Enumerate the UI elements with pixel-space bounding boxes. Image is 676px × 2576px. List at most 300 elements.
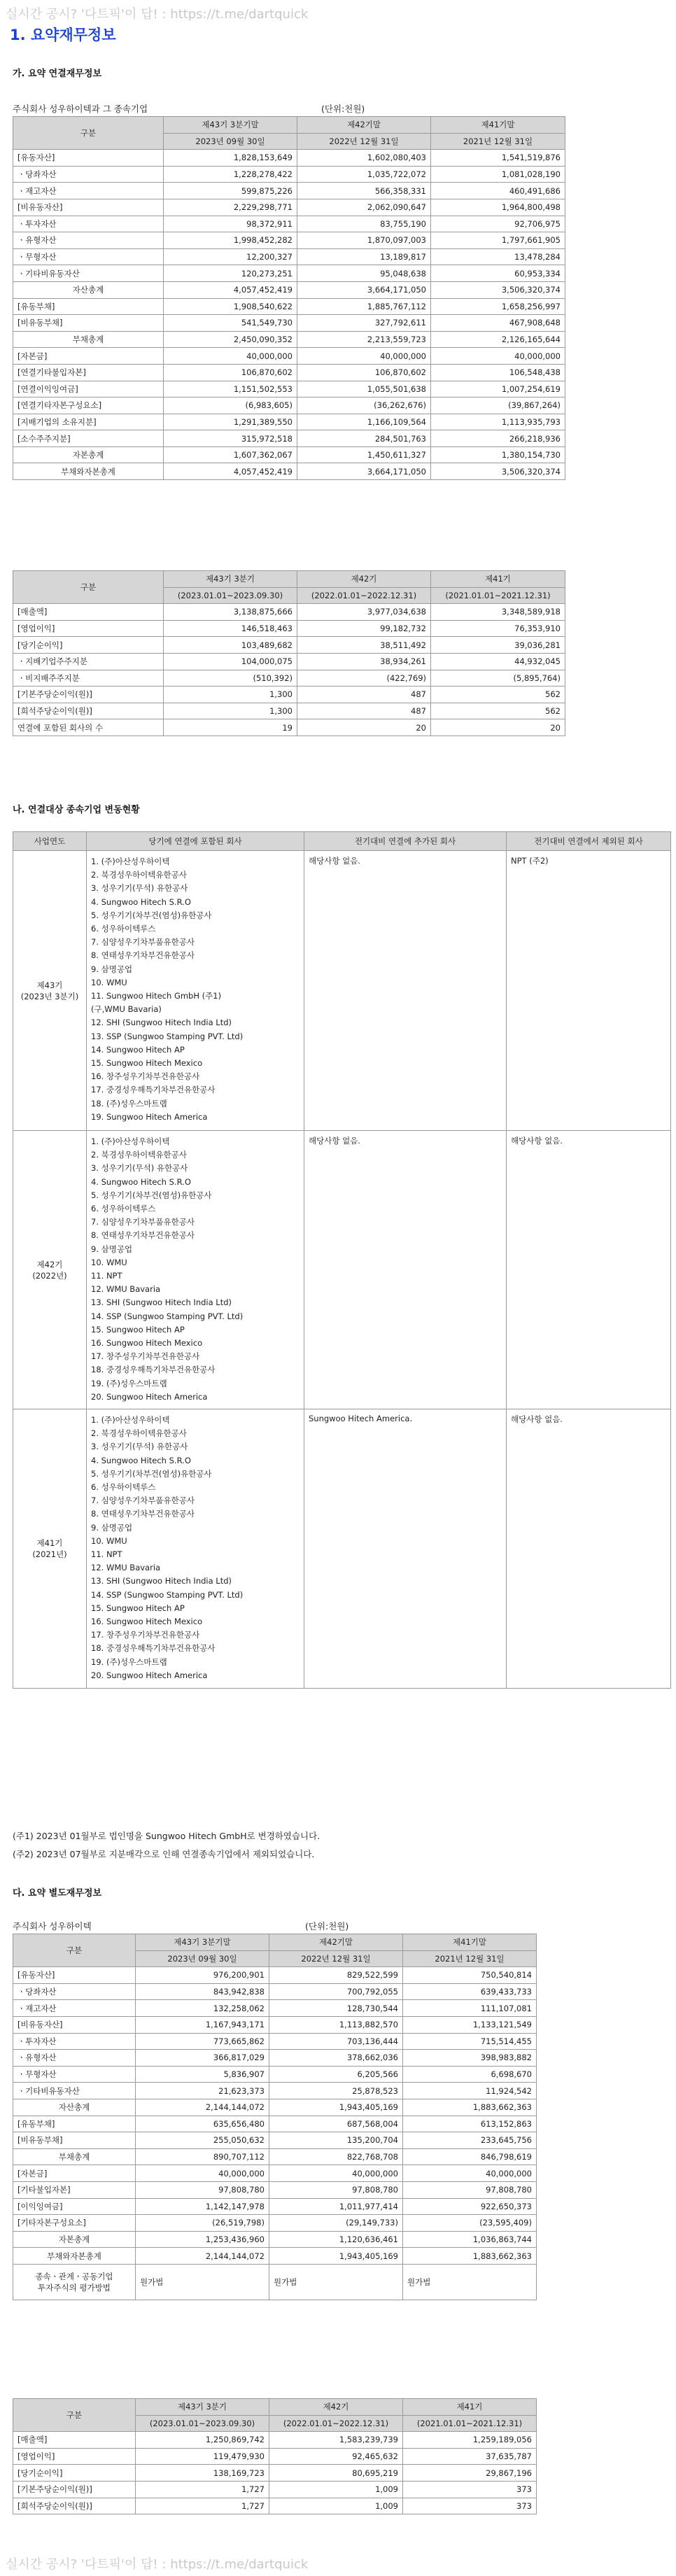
table-row	[13, 298, 565, 315]
row-label: 부채와자본총계	[13, 463, 164, 480]
row-label: ㆍ당좌자산	[13, 166, 164, 183]
row-value: 39,036,281	[431, 637, 565, 654]
list-item: 13. SHI (Sungwoo Hitech India Ltd)	[91, 1576, 232, 1586]
table-row	[13, 687, 565, 703]
header-period: 제42기	[297, 571, 431, 588]
row-label: [기타불입자본]	[13, 2181, 136, 2198]
row-value: 103,489,682	[164, 637, 297, 654]
table-row	[13, 2000, 537, 2017]
row-value: 1,883,662,363	[403, 2099, 537, 2116]
row-value: 1,253,436,960	[136, 2231, 269, 2248]
table-row	[13, 2481, 537, 2498]
row-value: 1,300	[164, 687, 297, 703]
row-value: 119,479,930	[136, 2448, 269, 2465]
row-value: 1,607,362,067	[164, 446, 297, 463]
row-label: 부채와자본총계	[13, 2248, 136, 2265]
header-cell: 사업연도	[13, 832, 87, 851]
row-value: (26,519,798)	[136, 2215, 269, 2232]
list-item: 4. Sungwoo Hitech S.R.O	[91, 1176, 191, 1187]
table-row	[13, 2050, 537, 2067]
header-date: 2021년 12월 31일	[431, 133, 565, 150]
row-value: 1,828,153,649	[164, 150, 297, 167]
list-item: 8. 연태성우기차부건유한공사	[91, 1230, 195, 1241]
header-row	[13, 832, 671, 851]
list-item: 7. 심양성우기차부품유한공사	[91, 1217, 195, 1227]
row-label: [희석주당순이익(원)]	[13, 2498, 136, 2514]
table-row	[13, 1967, 537, 1984]
table-row	[13, 604, 565, 621]
row-value: 92,465,632	[269, 2448, 403, 2465]
row-label: ㆍ지배기업주주지분	[13, 653, 164, 670]
header-period: 제41기	[431, 571, 565, 588]
row-value: 3,664,171,050	[297, 281, 431, 298]
row-value: 487	[297, 687, 431, 703]
list-item: 1. (주)아산성우하이텍	[91, 1415, 170, 1425]
list-item: 9. 삼명공업	[91, 964, 133, 974]
row-label: [유동자산]	[13, 150, 164, 167]
row-value: 106,870,602	[164, 364, 297, 381]
table-row	[13, 670, 565, 687]
table-row	[13, 2033, 537, 2050]
row-value: 750,540,814	[403, 1967, 537, 1984]
row-value: 135,200,704	[269, 2132, 403, 2149]
row-value: 76,353,910	[431, 620, 565, 637]
row-value: 976,200,901	[136, 1967, 269, 1984]
included-companies-cell	[87, 851, 304, 1131]
table-row	[13, 2132, 537, 2149]
row-label: [이익잉여금]	[13, 2198, 136, 2215]
row-label: 자산총계	[13, 2099, 136, 2116]
row-value: 3,506,320,374	[431, 463, 565, 480]
header-date: (2023.01.01~2023.09.30)	[164, 587, 297, 604]
row-value: 5,836,907	[136, 2066, 269, 2083]
list-item: 3. 성우기기(무석) 유한공사	[91, 883, 188, 894]
row-value: 11,924,542	[403, 2083, 537, 2099]
row-value: 1,291,389,550	[164, 414, 297, 430]
row-value: 2,213,559,723	[297, 331, 431, 348]
row-value: 829,522,599	[269, 1967, 403, 1984]
row-value: (39,867,264)	[431, 397, 565, 414]
added-companies-cell: Sungwoo Hitech America.	[304, 1409, 507, 1689]
row-value: 373	[403, 2498, 537, 2514]
row-value: 1,943,405,169	[269, 2248, 403, 2265]
header-period: 제43기 3분기	[136, 2399, 269, 2416]
row-value: 1,055,501,638	[297, 381, 431, 397]
table-row	[13, 653, 565, 670]
row-value: 138,169,723	[136, 2465, 269, 2482]
row-value: 37,635,787	[403, 2448, 537, 2465]
row-value: 106,870,602	[297, 364, 431, 381]
row-value: (5,895,764)	[431, 670, 565, 687]
row-value: (422,769)	[297, 670, 431, 687]
row-value: 1,007,254,619	[431, 381, 565, 397]
removed-companies-cell: 해당사항 없음.	[507, 1409, 671, 1689]
list-item: 15. Sungwoo Hitech Mexico	[91, 1058, 203, 1069]
row-label: ㆍ투자자산	[13, 216, 164, 232]
row-label: [비유동부채]	[13, 2132, 136, 2149]
row-value: 1,009	[269, 2481, 403, 2498]
row-value: 1,727	[136, 2481, 269, 2498]
valuation-method-value: 원가법	[403, 2264, 537, 2300]
row-value: 2,450,090,352	[164, 331, 297, 348]
row-label: [기본주당순이익(원)]	[13, 2481, 136, 2498]
row-value: 715,514,455	[403, 2033, 537, 2050]
table-row	[13, 430, 565, 447]
header-row	[13, 2399, 537, 2416]
row-value: 822,768,708	[269, 2148, 403, 2165]
fiscal-period: (2021년)	[32, 1549, 67, 1559]
row-value: 29,867,196	[403, 2465, 537, 2482]
row-value: 1,583,239,739	[269, 2432, 403, 2449]
row-value: 599,875,226	[164, 183, 297, 199]
separate-income-table	[13, 2398, 537, 2514]
table-row	[13, 216, 565, 232]
row-label: [유동부채]	[13, 2116, 136, 2132]
row-value: 6,698,670	[403, 2066, 537, 2083]
fiscal-year: 제43기	[36, 980, 63, 990]
row-value: 44,932,045	[431, 653, 565, 670]
list-item: 8. 연태성우기차부건유한공사	[91, 950, 195, 961]
table-row	[13, 2498, 537, 2514]
list-item: 10. WMU	[91, 1257, 127, 1267]
list-item: 6. 성우하이텍루스	[91, 1482, 156, 1493]
table-row	[13, 620, 565, 637]
header-row	[13, 571, 565, 588]
header-date: 2023년 09월 30일	[164, 133, 297, 150]
table-row	[13, 348, 565, 365]
list-item: 5. 성우기기(차부건(염성)유한공사	[91, 1468, 212, 1479]
list-item: 7. 심양성우기차부품유한공사	[91, 937, 195, 948]
row-value: 40,000,000	[431, 348, 565, 365]
row-value: 1,228,278,422	[164, 166, 297, 183]
list-item: 20. Sungwoo Hitech America	[91, 1670, 208, 1680]
list-item: 10. WMU	[91, 1535, 127, 1546]
row-label: 연결에 포함된 회사의 수	[13, 719, 164, 736]
section-a-unit: (단위:천원)	[321, 104, 365, 114]
row-value: 1,011,977,414	[269, 2198, 403, 2215]
row-value: 541,549,730	[164, 315, 297, 332]
row-value: 639,433,733	[403, 1983, 537, 2000]
row-value: 922,650,373	[403, 2198, 537, 2215]
header-label: 구분	[13, 117, 164, 150]
row-label: [당기순이익]	[13, 637, 164, 654]
row-label: [소수주주지분]	[13, 430, 164, 447]
row-label: 자본총계	[13, 2231, 136, 2248]
row-value: 128,730,544	[269, 2000, 403, 2017]
table-row	[13, 446, 565, 463]
list-item: 14. Sungwoo Hitech AP	[91, 1044, 185, 1055]
row-value: 1,081,028,190	[431, 166, 565, 183]
row-value: 635,656,480	[136, 2116, 269, 2132]
row-value: 1,883,662,363	[403, 2248, 537, 2265]
row-value: 2,062,090,647	[297, 199, 431, 216]
row-value: 460,491,686	[431, 183, 565, 199]
row-value: 1,964,800,498	[431, 199, 565, 216]
row-value: 2,229,298,771	[164, 199, 297, 216]
row-label: [연결이익잉여금]	[13, 381, 164, 397]
row-label: [당기순이익]	[13, 2465, 136, 2482]
row-value: (36,262,676)	[297, 397, 431, 414]
row-label: 부채총계	[13, 331, 164, 348]
list-item: 12. WMU Bavaria	[91, 1284, 161, 1295]
list-item: 1. (주)아산성우하이텍	[91, 857, 170, 866]
row-label: [매출액]	[13, 604, 164, 621]
row-value: 1,908,540,622	[164, 298, 297, 315]
list-item: 6. 성우하이텍루스	[91, 1204, 156, 1214]
header-row	[13, 117, 565, 134]
valuation-method-value: 원가법	[269, 2264, 403, 2300]
added-companies-cell: 해당사항 없음.	[304, 1131, 507, 1409]
header-period: 제43기 3분기	[164, 571, 297, 588]
row-label: ㆍ무형자산	[13, 248, 164, 265]
row-value: 83,755,190	[297, 216, 431, 232]
list-item: 3. 성우기기(무석) 유한공사	[91, 1442, 188, 1452]
header-cell: 전기대비 연결에서 제외된 회사	[507, 832, 671, 851]
header-period: 제43기 3분기말	[136, 1934, 269, 1951]
list-item: 7. 심양성우기차부품유한공사	[91, 1495, 195, 1506]
table-row	[13, 2465, 537, 2482]
section-a-company: 주식회사 성우하이텍과 그 종속기업	[13, 104, 148, 114]
list-item: (구,WMU Bavaria)	[91, 1004, 162, 1015]
row-value: 566,358,331	[297, 183, 431, 199]
row-value: 40,000,000	[164, 348, 297, 365]
table-row	[13, 150, 565, 167]
table-row	[13, 281, 565, 298]
row-value: 1,727	[136, 2498, 269, 2514]
row-value: 327,792,611	[297, 315, 431, 332]
table-row	[13, 719, 565, 736]
row-value: 315,972,518	[164, 430, 297, 447]
table-row	[13, 2198, 537, 2215]
row-label: [기타자본구성요소]	[13, 2215, 136, 2232]
row-value: 1,113,882,570	[269, 2016, 403, 2033]
table-row	[13, 414, 565, 430]
list-item: 5. 성우기기(차부건(염성)유한공사	[91, 910, 212, 920]
row-label: [연결기타자본구성요소]	[13, 397, 164, 414]
header-period: 제41기말	[403, 1934, 537, 1951]
row-label: 부채총계	[13, 2148, 136, 2165]
row-value: 1,166,109,564	[297, 414, 431, 430]
row-value: 843,942,838	[136, 1983, 269, 2000]
valuation-method-label-line2: 투자주식의 평가방법	[38, 2282, 111, 2293]
fiscal-year-cell	[13, 851, 87, 1131]
table-row	[13, 2181, 537, 2198]
row-value: 284,501,763	[297, 430, 431, 447]
table-row	[13, 232, 565, 249]
row-value: 132,258,062	[136, 2000, 269, 2017]
watermark-bottom: 실시간 공시? '다트픽'이 답! : https://t.me/dartquick	[6, 2557, 309, 2572]
row-value: 60,953,334	[431, 265, 565, 282]
row-value: 1,036,863,744	[403, 2231, 537, 2248]
header-period: 제41기말	[431, 117, 565, 134]
row-value: (29,149,733)	[269, 2215, 403, 2232]
list-item: 16. Sungwoo Hitech Mexico	[91, 1338, 203, 1349]
added-companies-cell: 해당사항 없음.	[304, 851, 507, 1131]
table-row	[13, 199, 565, 216]
page-title: 1. 요약재무정보	[10, 27, 116, 43]
list-item: 4. Sungwoo Hitech S.R.O	[91, 896, 191, 907]
included-companies-cell	[87, 1409, 304, 1689]
subsidiary-changes-table	[13, 831, 671, 1689]
row-value: 846,798,619	[403, 2148, 537, 2165]
row-value: 95,048,638	[297, 265, 431, 282]
header-period: 제42기말	[297, 117, 431, 134]
removed-companies-cell: NPT (주2)	[507, 851, 671, 1131]
header-period: 제43기 3분기말	[164, 117, 297, 134]
list-item: 1. (주)아산성우하이텍	[91, 1136, 170, 1146]
row-label: [매출액]	[13, 2432, 136, 2449]
row-value: 21,623,373	[136, 2083, 269, 2099]
header-label: 구분	[13, 1934, 136, 1967]
row-value: (6,983,605)	[164, 397, 297, 414]
row-value: 255,050,632	[136, 2132, 269, 2149]
row-label: [지배기업의 소유지분]	[13, 414, 164, 430]
list-item: 16. 창주성우기차부건유한공사	[91, 1071, 200, 1082]
table-row	[13, 1983, 537, 2000]
row-value: 104,000,075	[164, 653, 297, 670]
valuation-method-label-line1: 종속ㆍ관계ㆍ공동기업	[35, 2271, 113, 2281]
row-value: 92,706,975	[431, 216, 565, 232]
list-item: 15. Sungwoo Hitech AP	[91, 1603, 185, 1613]
list-item: 8. 연태성우기차부건유한공사	[91, 1509, 195, 1519]
row-label: [유동자산]	[13, 1967, 136, 1984]
table-row	[13, 315, 565, 332]
list-item: 18. 중경성우해특기차부건유한공사	[91, 1643, 216, 1654]
header-date: (2022.01.01~2022.12.31)	[269, 2415, 403, 2432]
row-value: 2,144,144,072	[136, 2248, 269, 2265]
list-item: 17. 창주성우기차부건유한공사	[91, 1351, 200, 1362]
row-label: 자산총계	[13, 281, 164, 298]
row-label: [비유동부채]	[13, 315, 164, 332]
row-label: [자본금]	[13, 2165, 136, 2182]
section-b-heading: 나. 연결대상 종속기업 변동현황	[13, 805, 140, 815]
list-item: 20. Sungwoo Hitech America	[91, 1391, 208, 1402]
header-date: (2022.01.01~2022.12.31)	[297, 587, 431, 604]
row-value: 97,808,780	[136, 2181, 269, 2198]
row-value: 1,797,661,905	[431, 232, 565, 249]
row-label: ㆍ유형자산	[13, 232, 164, 249]
row-value: 562	[431, 703, 565, 719]
table-row	[13, 2215, 537, 2232]
row-value: 613,152,863	[403, 2116, 537, 2132]
row-label: ㆍ당좌자산	[13, 1983, 136, 2000]
list-item: 14. SSP (Sungwoo Stamping PVT. Ltd)	[91, 1311, 244, 1321]
table-row	[13, 463, 565, 480]
row-label: 자본총계	[13, 446, 164, 463]
header-period: 제42기	[269, 2399, 403, 2416]
list-item: 14. SSP (Sungwoo Stamping PVT. Ltd)	[91, 1589, 244, 1600]
table-row	[13, 2432, 537, 2449]
row-value: 20	[431, 719, 565, 736]
row-label: ㆍ비지배주주지분	[13, 670, 164, 687]
list-item: 13. SSP (Sungwoo Stamping PVT. Ltd)	[91, 1031, 244, 1041]
row-value: 1,300	[164, 703, 297, 719]
list-item: 11. NPT	[91, 1271, 122, 1281]
row-value: 38,511,492	[297, 637, 431, 654]
row-value: 1,120,636,461	[269, 2231, 403, 2248]
header-cell: 당기에 연결에 포함된 회사	[87, 832, 304, 851]
list-item: 5. 성우기기(차부건(염성)유한공사	[91, 1190, 212, 1200]
header-date: (2021.01.01~2021.12.31)	[431, 587, 565, 604]
row-value: 1,870,097,003	[297, 232, 431, 249]
row-value: 3,664,171,050	[297, 463, 431, 480]
row-value: 1,450,611,327	[297, 446, 431, 463]
list-item: 2. 북경성우하이텍유한공사	[91, 1428, 187, 1439]
row-value: 703,136,444	[269, 2033, 403, 2050]
row-value: 4,057,452,419	[164, 281, 297, 298]
row-value: 378,662,036	[269, 2050, 403, 2067]
list-item: 2. 북경성우하이텍유한공사	[91, 870, 187, 880]
header-date: 2021년 12월 31일	[403, 1950, 537, 1967]
row-label: ㆍ투자자산	[13, 2033, 136, 2050]
row-value: 1,541,519,876	[431, 150, 565, 167]
row-value: 111,107,081	[403, 2000, 537, 2017]
list-item: 11. NPT	[91, 1549, 122, 1560]
row-label: ㆍ기타비유동자산	[13, 2083, 136, 2099]
fiscal-year: 제41기	[36, 1538, 63, 1548]
row-value: 40,000,000	[297, 348, 431, 365]
list-item: 17. 창주성우기차부건유한공사	[91, 1630, 200, 1640]
row-label: [비유동자산]	[13, 2016, 136, 2033]
list-item: 11. Sungwoo Hitech GmbH (주1)	[91, 991, 222, 1001]
header-period: 제42기말	[269, 1934, 403, 1951]
row-value: (510,392)	[164, 670, 297, 687]
row-value: 1,658,256,997	[431, 298, 565, 315]
row-value: 25,878,523	[269, 2083, 403, 2099]
row-value: 1,113,935,793	[431, 414, 565, 430]
table-row	[13, 2016, 537, 2033]
table-row	[13, 2083, 537, 2099]
header-date: 2022년 12월 31일	[297, 133, 431, 150]
header-date: (2023.01.01~2023.09.30)	[136, 2415, 269, 2432]
header-row	[13, 1934, 537, 1951]
fiscal-year-cell	[13, 1409, 87, 1689]
valuation-method-value: 원가법	[136, 2264, 269, 2300]
table-row	[13, 637, 565, 654]
row-value: 97,808,780	[403, 2181, 537, 2198]
valuation-method-label	[13, 2264, 136, 2300]
row-label: ㆍ유형자산	[13, 2050, 136, 2067]
watermark-top: 실시간 공시? '다트픽'이 답! : https://t.me/dartquick	[6, 7, 309, 22]
list-item: 10. WMU	[91, 977, 127, 987]
consolidated-balance-sheet-table	[13, 116, 565, 480]
list-item: 12. SHI (Sungwoo Hitech India Ltd)	[91, 1018, 232, 1028]
header-date: 2022년 12월 31일	[269, 1950, 403, 1967]
table-row	[13, 397, 565, 414]
row-value: 773,665,862	[136, 2033, 269, 2050]
row-value: 106,548,438	[431, 364, 565, 381]
row-value: 366,817,029	[136, 2050, 269, 2067]
row-value: 98,372,911	[164, 216, 297, 232]
list-item: 19. Sungwoo Hitech America	[91, 1111, 208, 1122]
table-row	[13, 851, 671, 1131]
removed-companies-cell: 해당사항 없음.	[507, 1131, 671, 1409]
list-item: 4. Sungwoo Hitech S.R.O	[91, 1455, 191, 1465]
row-value: 40,000,000	[269, 2165, 403, 2182]
row-value: 97,808,780	[269, 2181, 403, 2198]
valuation-method-row	[13, 2264, 537, 2300]
table-row	[13, 331, 565, 348]
row-label: [비유동자산]	[13, 199, 164, 216]
row-value: 1,602,080,403	[297, 150, 431, 167]
row-value: 1,885,767,112	[297, 298, 431, 315]
table-row	[13, 703, 565, 719]
list-item: 19. (주)성우스마트랩	[91, 1656, 167, 1667]
row-value: 12,200,327	[164, 248, 297, 265]
fiscal-period: (2023년 3분기)	[20, 991, 79, 1001]
row-value: 890,707,112	[136, 2148, 269, 2165]
row-value: 13,478,284	[431, 248, 565, 265]
